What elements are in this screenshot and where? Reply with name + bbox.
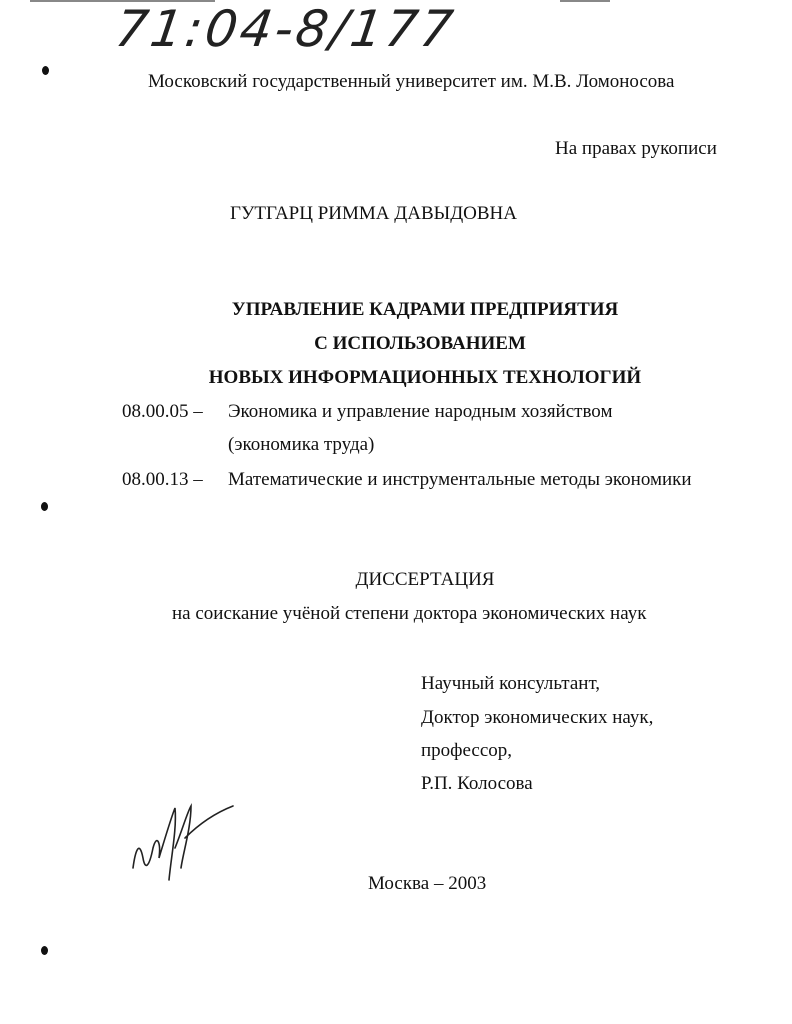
scan-edge-line: [560, 0, 610, 2]
signature: [125, 798, 245, 888]
specialty-code-1: 08.00.05 –: [122, 401, 203, 422]
title-line-3: НОВЫХ ИНФОРМАЦИОННЫХ ТЕХНОЛОГИЙ: [208, 367, 642, 388]
consultant-title: профессор,: [421, 740, 513, 761]
consultant-name: Р.П. Колосова: [421, 773, 533, 794]
consultant-degree: Доктор экономических наук,: [421, 707, 654, 728]
handwritten-catalog-number: 71:04-8/177: [111, 0, 460, 58]
document-type: ДИССЕРТАЦИЯ: [355, 569, 495, 590]
specialty-name-1: Экономика и управление народным хозяйством: [228, 401, 613, 422]
specialty-name-1-cont: (экономика труда): [228, 434, 375, 455]
scan-speck: [42, 66, 49, 75]
manuscript-note: На правах рукописи: [555, 138, 717, 159]
specialty-code-2: 08.00.13 –: [122, 469, 203, 490]
author-name: ГУТГАРЦ РИММА ДАВЫДОВНА: [230, 203, 517, 224]
title-line-2: С ИСПОЛЬЗОВАНИЕМ: [314, 333, 526, 354]
title-line-1: УПРАВЛЕНИЕ КАДРАМИ ПРЕДПРИЯТИЯ: [231, 299, 619, 320]
specialty-name-2: Математические и инструментальные методы экономики: [228, 469, 692, 490]
degree-line: на соискание учёной степени доктора экономических наук: [172, 603, 647, 624]
consultant-label: Научный консультант,: [421, 673, 601, 694]
scan-speck: [41, 946, 48, 955]
place-year: Москва – 2003: [368, 873, 487, 894]
scan-speck: [41, 502, 48, 511]
university-name: Московский государственный университет им. М.В. Ломоносова: [148, 71, 675, 92]
